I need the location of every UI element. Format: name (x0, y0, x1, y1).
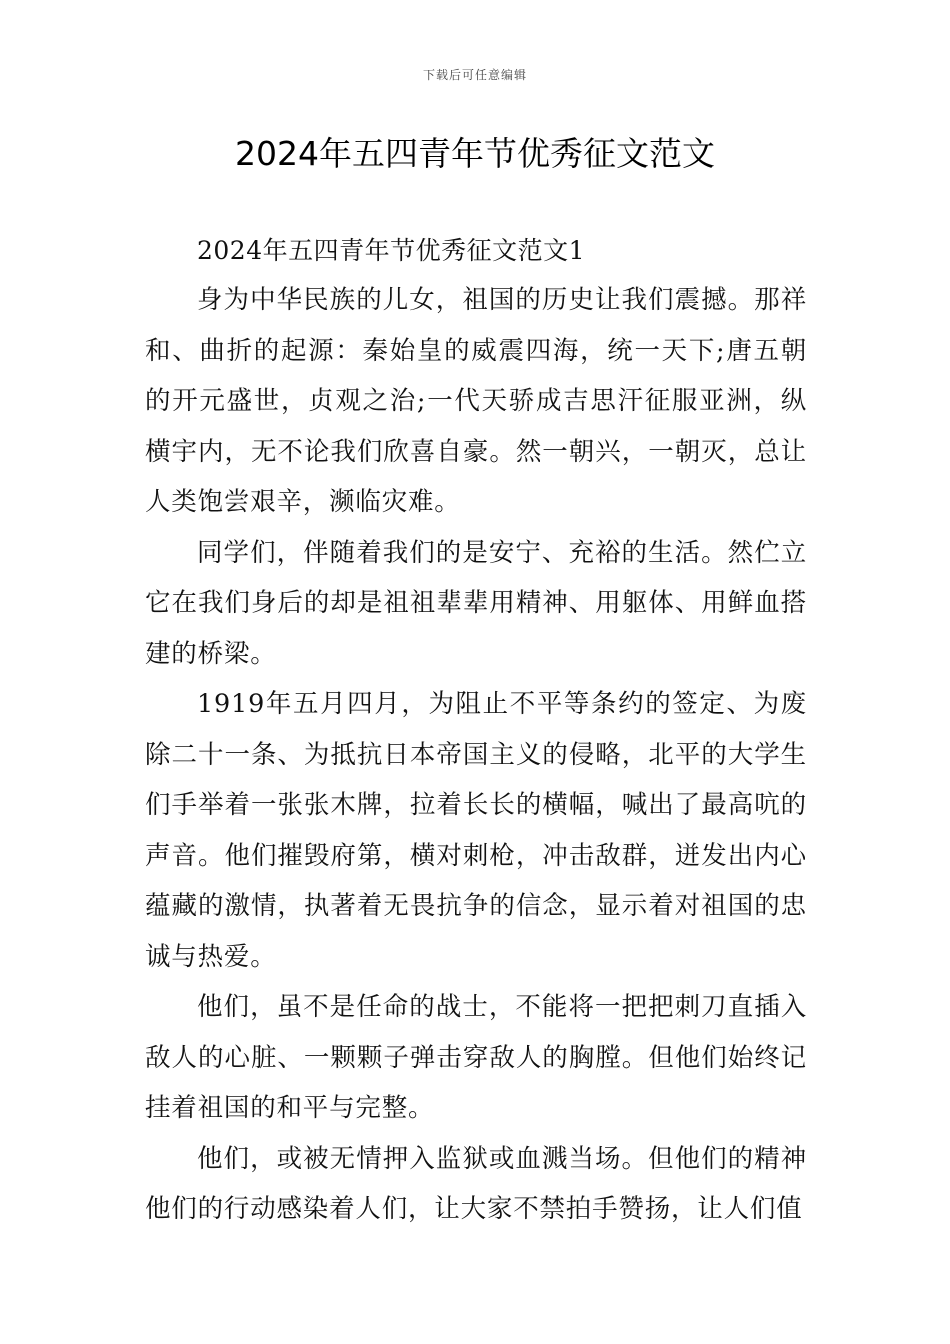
paragraph-5: 他们，或被无情押入监狱或血溅当场。但他们的精神他们的行动感染着人们，让大家不禁拍手赞扬，让人们值 (145, 1143, 807, 1224)
document-title: 2024年五四青年节优秀征文范文 (235, 134, 715, 173)
paragraph-3: 1919年五月四月，为阻止不平等条约的签定、为废除二十一条、为抵抗日本帝国主义的侵略，北平的大学生们手举着一张张木牌，拉着长长的横幅，喊出了最高吭的声音。他们摧毁府第，横对刺枪，冲击敌群，迸发出内心蕴藏的激情，执著着无畏抗争的信念，显示着对祖国的忠诚与热爱。 (145, 689, 807, 972)
document-body (145, 227, 807, 1235)
paragraph-1: 身为中华民族的儿女，祖国的历史让我们震撼。那祥和、曲折的起源：秦始皇的威震四海，统一天下;唐五朝的开元盛世，贞观之治;一代天骄成吉思汗征服亚洲，纵横宇内，无不论我们欣喜自豪。然一朝兴，一朝灭，总让人类饱尝艰辛，濒临灾难。 (145, 285, 807, 517)
paragraph-4: 他们，虽不是任命的战士，不能将一把把刺刀直插入敌人的心脏、一颗颗子弹击穿敌人的胸膛。但他们始终记挂着祖国的和平与完整。 (145, 992, 807, 1123)
section-heading: 2024年五四青年节优秀征文范文1 (197, 236, 586, 265)
paragraph-2: 同学们，伴随着我们的是安宁、充裕的生活。然伫立它在我们身后的却是祖祖辈辈用精神、用躯体、用鲜血搭建的桥梁。 (145, 537, 807, 669)
header-note: 下载后可任意编辑 (422, 68, 527, 82)
